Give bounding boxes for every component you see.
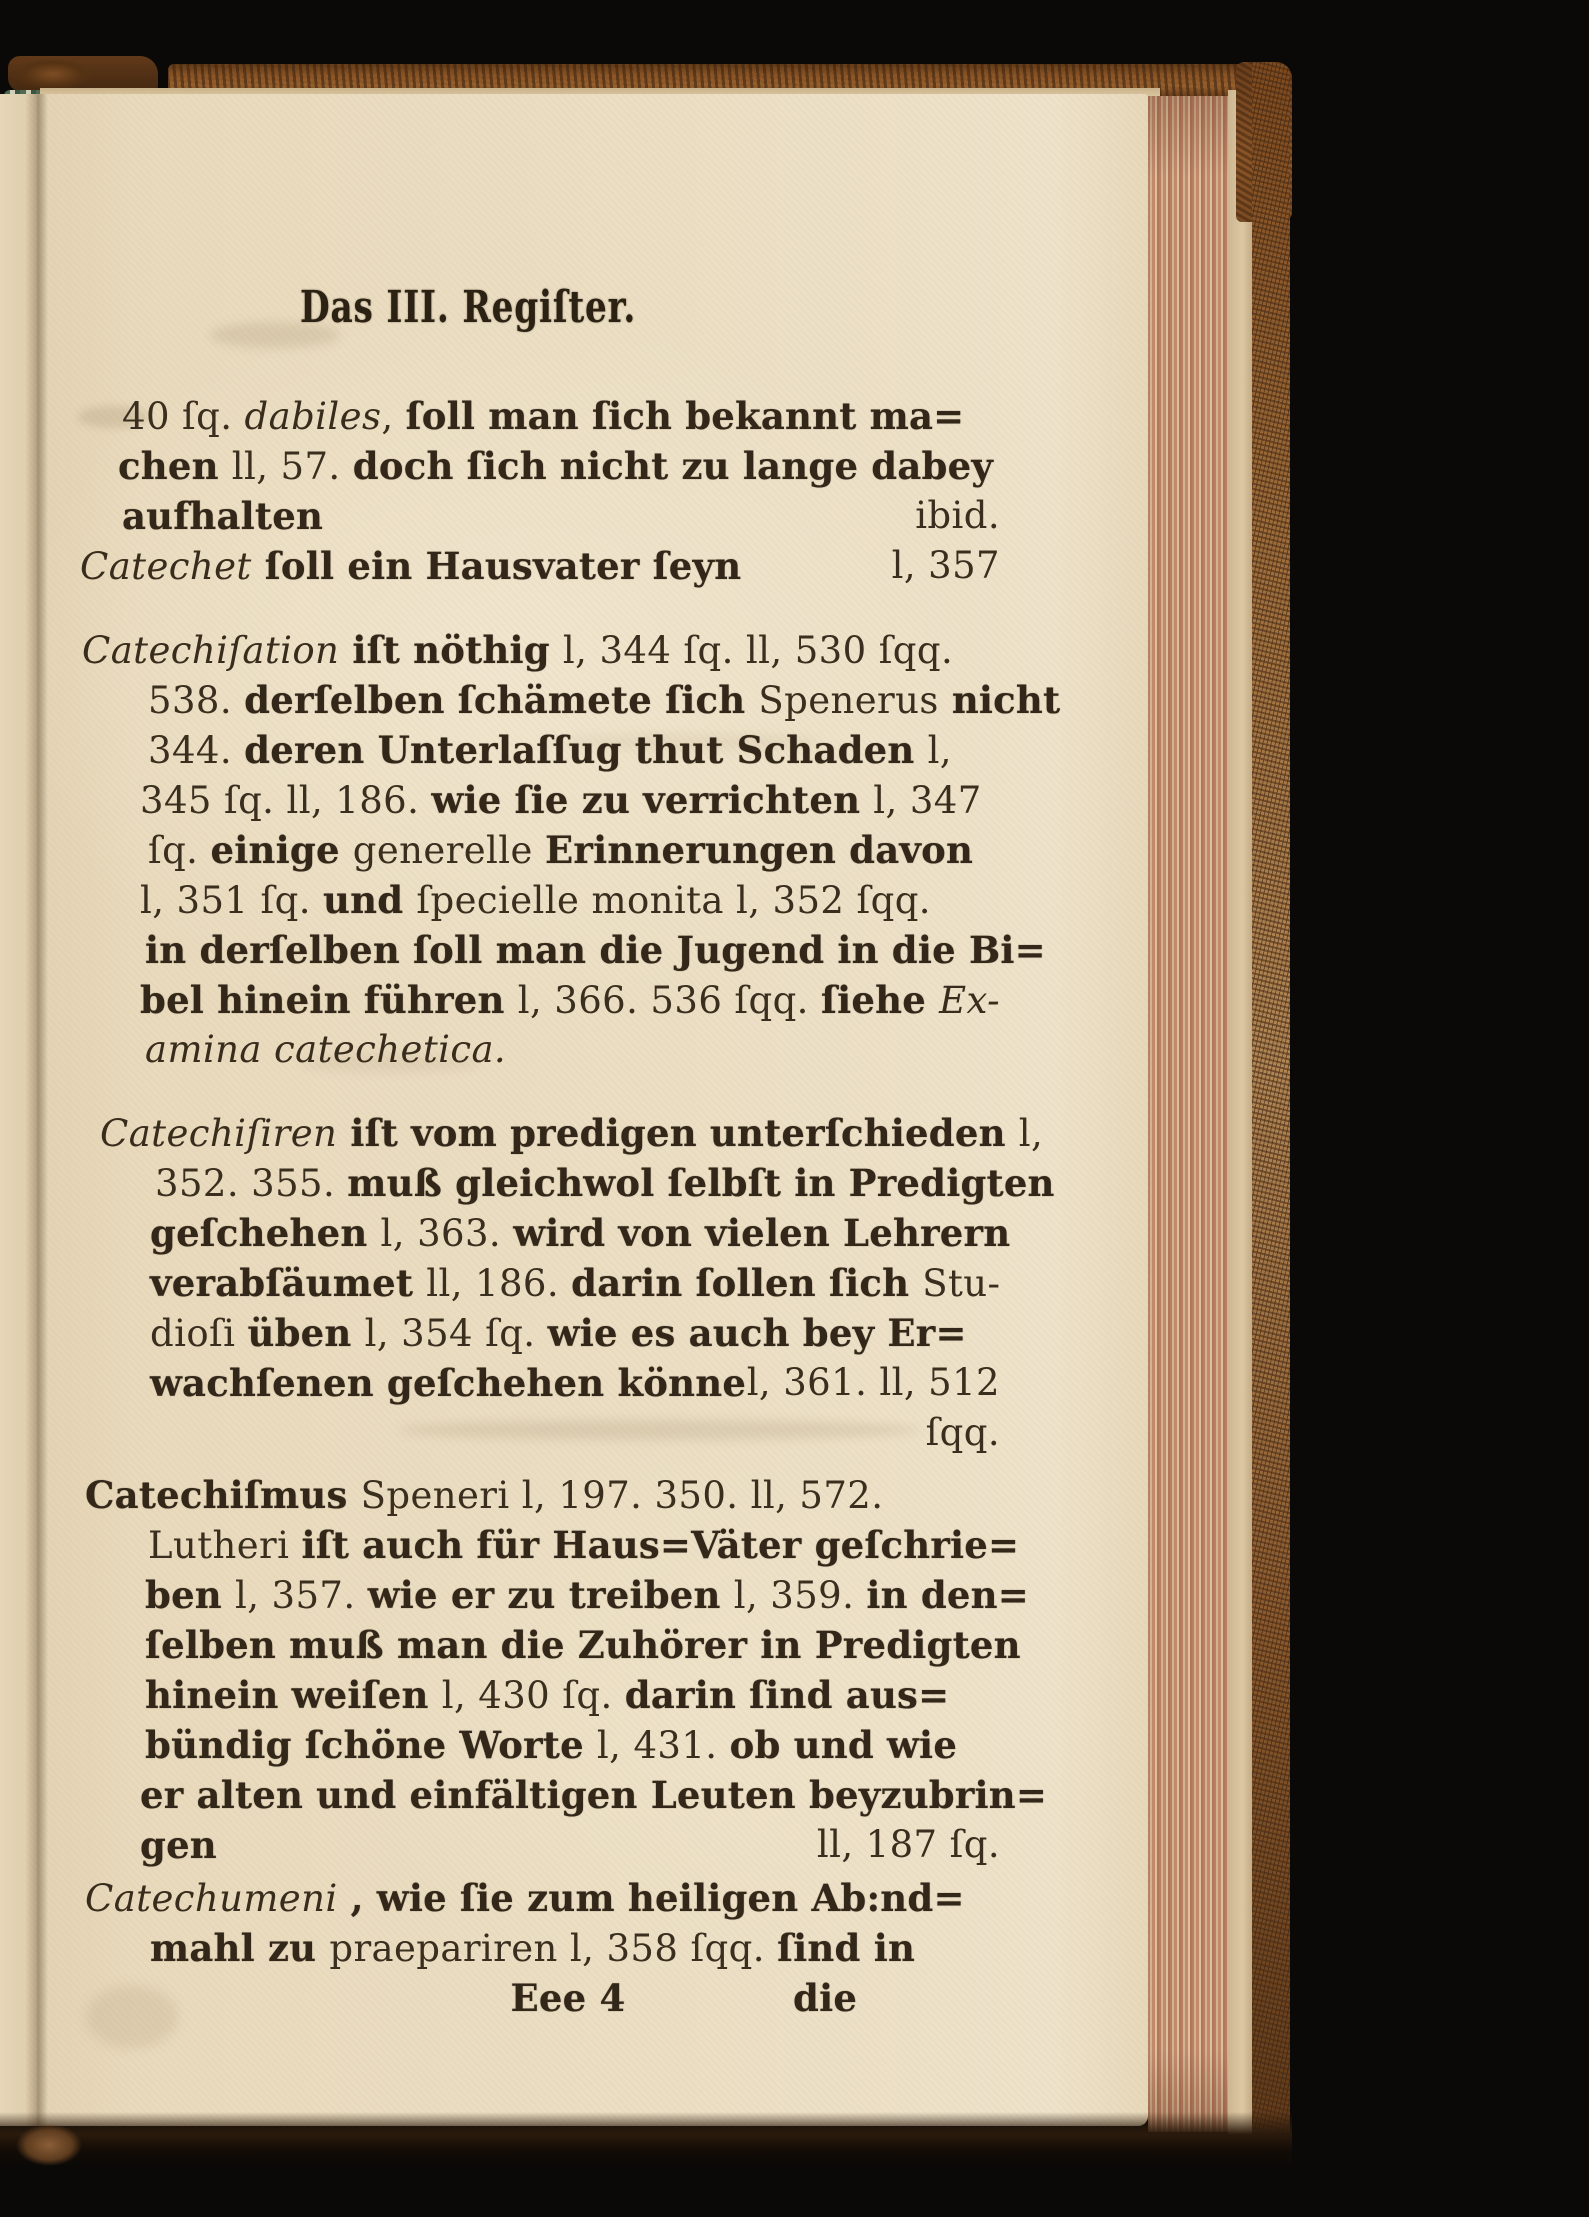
line-text — [140, 1824, 217, 1867]
text-segment: ll, 186. — [426, 1262, 572, 1305]
text-segment: ſq. — [148, 829, 211, 872]
text-line — [78, 725, 1000, 775]
text-segment: er alten und einfältigen Leuten beyzubrin= — [140, 1773, 1048, 1817]
leather-spot — [16, 2124, 82, 2166]
text-line — [78, 675, 1061, 725]
text-segment: ben — [145, 1573, 235, 1617]
text-segment: ibid. — [915, 494, 1000, 537]
text-segment: generelle — [352, 829, 545, 872]
text-segment: üben — [247, 1311, 365, 1355]
text-line — [78, 925, 1046, 975]
text-segment: Catechiſation — [82, 629, 340, 672]
text-line — [78, 1770, 1048, 1820]
text-segment: wie er zu treiben — [367, 1573, 734, 1617]
board-edge — [1228, 90, 1252, 2140]
line-text — [145, 1624, 1021, 1667]
text-line — [78, 625, 1000, 675]
text-segment: Lutheri — [148, 1524, 302, 1567]
text-segment: nicht — [938, 678, 1061, 722]
line-text — [145, 1028, 506, 1071]
text-segment: Spenerus — [758, 679, 939, 722]
text-line — [78, 1620, 1021, 1670]
text-segment: gen — [140, 1823, 217, 1867]
text-segment: ſpecielle monita l, 352 ſqq. — [416, 879, 931, 922]
text-segment: deren Unterlaſſug thut Schaden — [244, 728, 928, 772]
line-text — [82, 629, 953, 672]
page-reference — [747, 1358, 1000, 1408]
text-segment: wie ſie zu verrichten — [431, 778, 874, 822]
text-line — [78, 541, 1000, 591]
page-reference — [817, 1820, 1000, 1870]
catchword — [793, 1973, 857, 2024]
text-segment: ſqq. — [925, 1411, 1000, 1454]
text-segment: geſchehen — [150, 1211, 381, 1255]
text-segment: l, — [927, 729, 952, 772]
text-segment: ſiehe — [821, 978, 940, 1022]
line-text — [140, 1774, 1047, 1817]
text-segment: in den= — [866, 1573, 1029, 1617]
page-header: Das III. Regiſter. — [300, 282, 637, 333]
text-line — [78, 491, 1000, 541]
text-segment: l, — [1018, 1112, 1044, 1155]
line-text — [145, 929, 1046, 972]
text-segment: darin ſind aus= — [624, 1673, 950, 1717]
line-text — [118, 445, 993, 488]
text-segment: iſt auch für Haus=Väter geſchrie= — [301, 1523, 1020, 1567]
line-text — [140, 979, 1000, 1022]
text-segment: 538. — [148, 679, 245, 722]
text-line — [78, 775, 1000, 825]
page-reference — [892, 541, 1000, 591]
gutter-edge — [0, 94, 26, 2126]
text-segment: l, 347 — [873, 779, 982, 822]
text-segment: in derſelben ſoll man die Jugend in die Bi= — [145, 928, 1046, 972]
text-segment: mahl zu — [150, 1926, 330, 1970]
text-segment: wird von vielen Lehrern — [513, 1211, 1011, 1255]
text-segment: amina catechetica. — [145, 1028, 507, 1071]
text-segment: praepariren l, 358 ſqq. — [329, 1927, 778, 1970]
text-segment: Eee 4 — [510, 1976, 626, 2020]
line-text — [122, 395, 964, 438]
text-segment: ſelben muß man die Zuhörer in Predigten — [145, 1623, 1021, 1667]
text-line — [78, 1820, 1000, 1870]
text-line — [78, 1258, 1000, 1308]
page-reference — [926, 1408, 1000, 1458]
text-line — [78, 1873, 1000, 1923]
text-segment: 345 ſq. ll, 186. — [140, 779, 432, 822]
text-line — [78, 1025, 1000, 1075]
text-line — [78, 1408, 1000, 1458]
text-segment: Stu- — [922, 1262, 1001, 1305]
text-segment: dabiles — [244, 395, 382, 438]
line-text — [148, 729, 952, 772]
text-line — [78, 1158, 1055, 1208]
text-line — [78, 1670, 1000, 1720]
text-segment: Catechiſiren — [100, 1112, 338, 1155]
text-segment: chen — [118, 444, 232, 488]
text-segment: einige — [210, 828, 353, 872]
gutter-crease — [26, 94, 48, 2126]
line-text — [148, 679, 1060, 722]
line-text — [140, 779, 982, 822]
text-segment: l, 359. — [733, 1574, 867, 1617]
text-segment: ll, 57. — [231, 445, 353, 488]
text-segment: l, 357. — [235, 1574, 368, 1617]
text-line — [78, 1208, 1011, 1258]
line-text — [150, 1262, 1000, 1305]
line-text — [122, 495, 323, 538]
line-text — [85, 1474, 883, 1517]
line-text — [150, 1927, 915, 1970]
text-segment: darin ſollen ſich — [571, 1261, 923, 1305]
line-text — [155, 1162, 1055, 1205]
line-text — [145, 1674, 949, 1717]
text-segment: verabſäumet — [150, 1261, 427, 1305]
text-line — [78, 1108, 1044, 1158]
text-line — [78, 441, 1000, 491]
line-text — [148, 1524, 1019, 1567]
text-segment: l, 344 ſq. ll, 530 ſqq. — [562, 629, 954, 672]
text-segment: Ex- — [939, 979, 1000, 1022]
line-text — [145, 1724, 957, 1767]
line-text — [150, 1362, 746, 1405]
text-line — [78, 1923, 1000, 1973]
right-cover-edge — [1252, 62, 1290, 2154]
text-segment: l, 366. 536 ſqq. — [517, 979, 822, 1022]
text-segment: l, 363. — [380, 1212, 514, 1255]
text-segment: Catechet — [80, 545, 252, 588]
text-segment: iſt vom predigen unterſchieden — [337, 1111, 1019, 1155]
fore-edge-pages — [1148, 96, 1228, 2132]
line-text — [100, 1112, 1043, 1155]
signature-line — [78, 1973, 1000, 2023]
text-line — [78, 391, 1000, 441]
text-segment: dioſi — [150, 1312, 248, 1355]
text-segment: ob und wie — [729, 1723, 958, 1767]
text-line — [78, 1308, 1000, 1358]
text-segment: Speneri l, 197. 350. ll, 572. — [360, 1474, 884, 1517]
text-segment: aufhalten — [122, 494, 324, 538]
text-segment: ſind in — [777, 1926, 916, 1970]
bottom-shadow — [0, 2112, 1292, 2168]
text-line — [78, 825, 1000, 875]
text-segment: , — [381, 395, 406, 438]
text-segment: ſoll ein Hausvater ſeyn — [251, 544, 742, 588]
text-segment: doch ſich nicht zu lange dabey — [352, 444, 994, 488]
text-segment: die — [793, 1976, 858, 2020]
text-line — [78, 1720, 1000, 1770]
page-reference — [915, 491, 1000, 541]
text-segment: derſelben ſchämete ſich — [244, 678, 759, 722]
text-segment: l, 431. — [596, 1724, 730, 1767]
text-segment: l, 354 ſq. — [364, 1312, 548, 1355]
text-segment: iſt nöthig — [339, 628, 563, 672]
leather-fragment — [8, 56, 158, 92]
text-line — [78, 1470, 1000, 1520]
text-segment: wachſenen geſchehen könne — [150, 1361, 747, 1405]
book-page — [0, 94, 1148, 2126]
text-block — [78, 391, 1061, 2023]
line-text — [80, 545, 741, 588]
line-text — [148, 829, 973, 872]
line-text — [85, 1877, 965, 1920]
text-line — [78, 875, 1000, 925]
text-segment: 352. 355. — [155, 1162, 348, 1205]
text-line — [78, 1358, 1000, 1408]
text-segment: bündig ſchöne Worte — [145, 1723, 597, 1767]
text-segment: bel hinein führen — [140, 978, 518, 1022]
line-text — [150, 1212, 1010, 1255]
text-segment: Erinnerungen davon — [544, 828, 974, 872]
text-segment: wie es auch bey Er= — [547, 1311, 967, 1355]
line-text — [150, 1312, 967, 1355]
line-text — [145, 1574, 1029, 1617]
text-segment: l, 351 ſq. — [140, 879, 324, 922]
text-segment: 40 ſq. — [122, 395, 245, 438]
signature-mark — [107, 1973, 1029, 2024]
text-line — [78, 1570, 1029, 1620]
text-segment: 344. — [148, 729, 245, 772]
text-segment: Catechiſmus — [85, 1473, 361, 1517]
text-segment: l, 361. ll, 512 — [746, 1361, 1000, 1404]
text-line — [78, 1520, 1020, 1570]
text-segment: l, 357 — [891, 544, 1000, 587]
text-segment: und — [323, 878, 417, 922]
text-segment: ll, 187 ſq. — [816, 1823, 1000, 1866]
line-text — [140, 879, 931, 922]
text-segment: Catechumeni — [85, 1877, 338, 1920]
text-segment: muß gleichwol ſelbſt in Predigten — [347, 1161, 1055, 1205]
text-line — [78, 975, 1000, 1025]
text-segment: l, 430 ſq. — [441, 1674, 625, 1717]
text-segment: hinein weiſen — [145, 1673, 442, 1717]
text-segment: ſoll man ſich bekannt ma= — [405, 394, 965, 438]
text-segment: , wie ſie zum heiligen Ab:nd= — [337, 1876, 965, 1920]
